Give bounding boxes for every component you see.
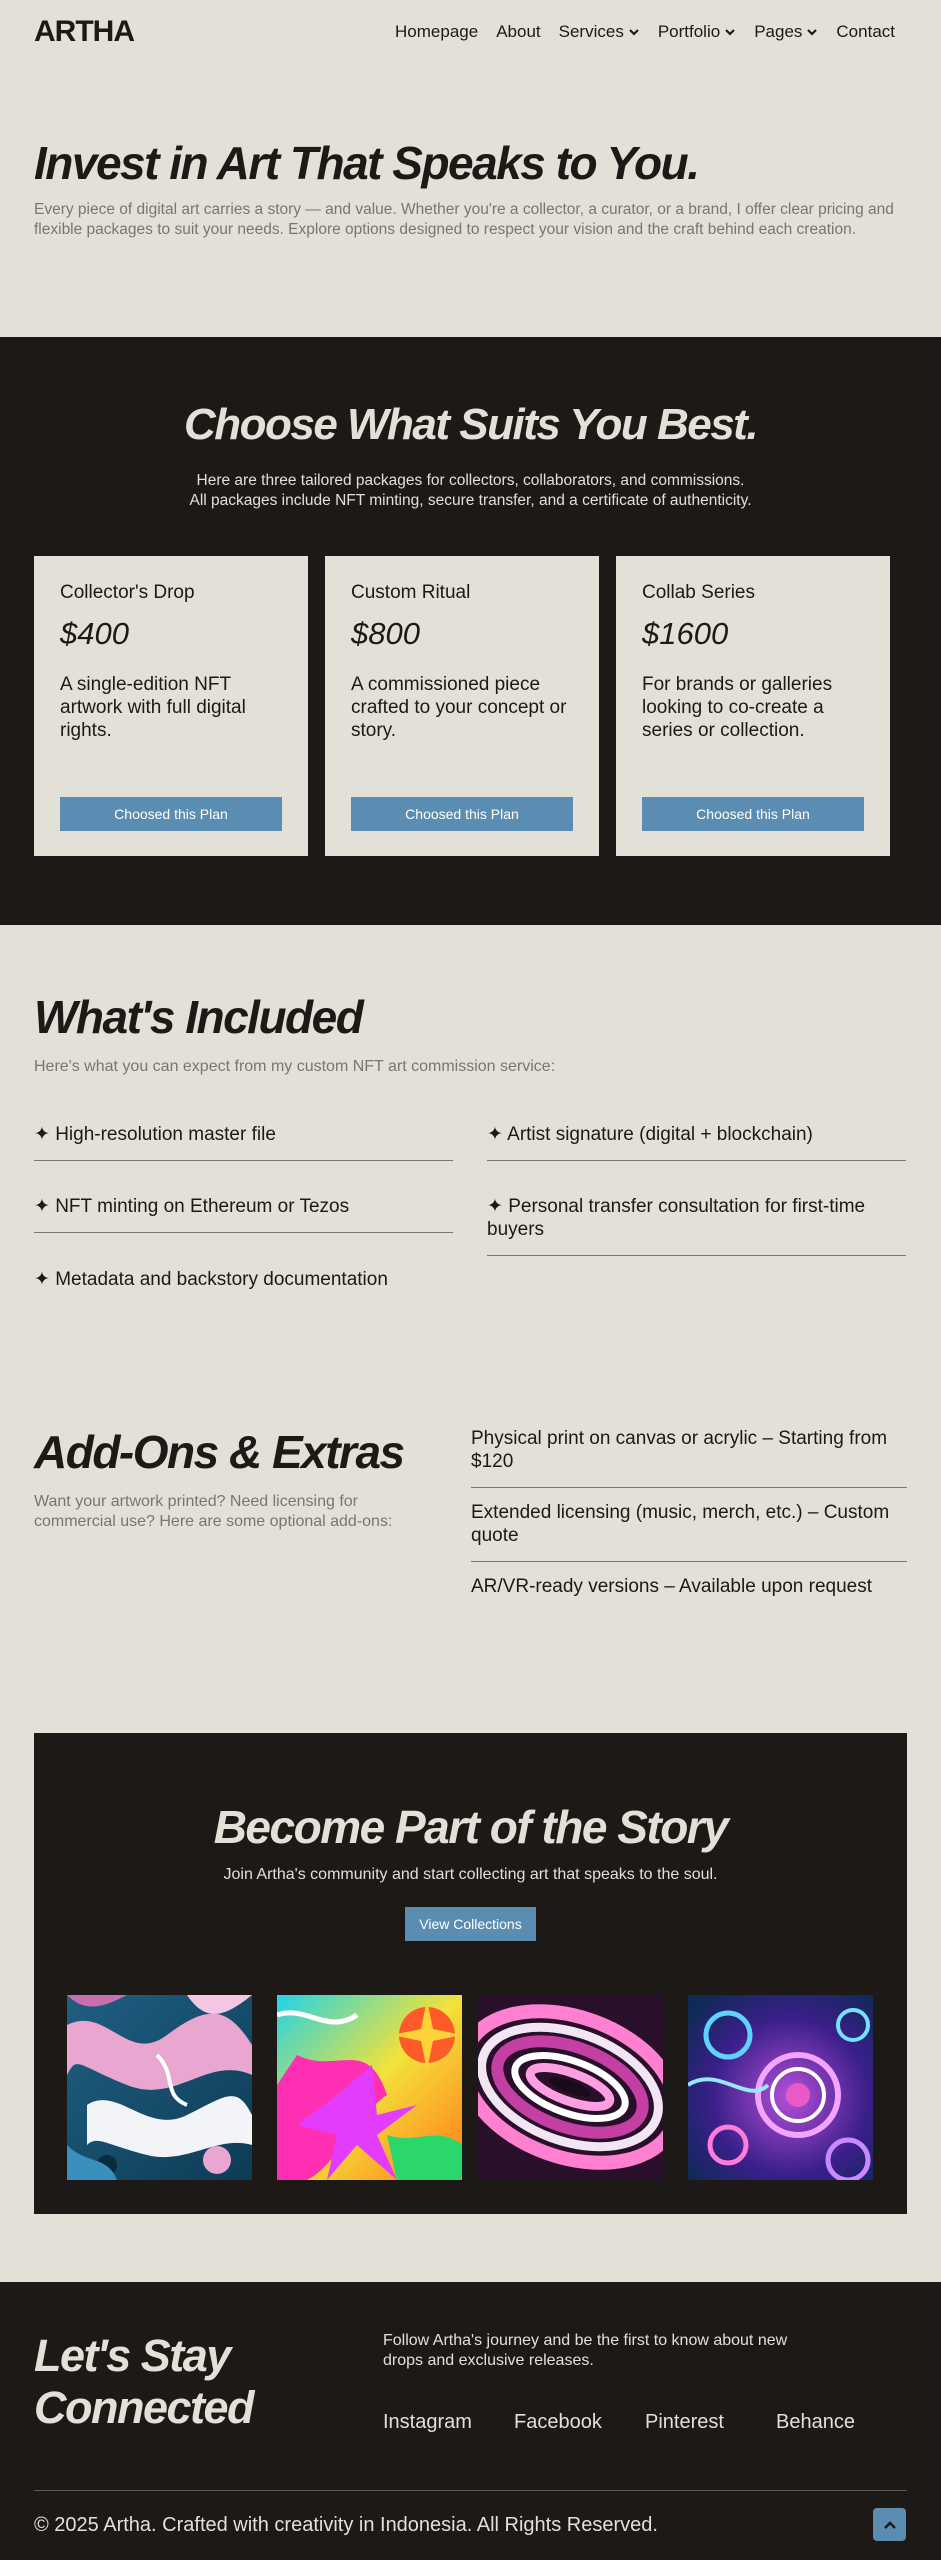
list-item: ✦ Personal transfer consultation for first-time buyers [487, 1195, 906, 1256]
logo[interactable]: ARTHA [34, 15, 134, 48]
artwork-fractal-graphic [688, 1995, 873, 2180]
plan-price: $800 [351, 616, 420, 651]
list-item: ✦ NFT minting on Ethereum or Tezos [34, 1195, 453, 1233]
nav-item-homepage[interactable] [395, 22, 478, 42]
pricing-subtitle-line: Here are three tailored packages for collectors, collaborators, and commissions. [196, 472, 745, 489]
social-link-pinterest[interactable]: Pinterest [645, 2411, 724, 2433]
social-link-instagram[interactable]: Instagram [383, 2411, 472, 2433]
plan-card-collab-series [616, 556, 890, 856]
addons-title: Add-Ons & Extras [34, 1426, 404, 1478]
plan-name: Custom Ritual [351, 582, 471, 603]
main-nav [395, 22, 895, 42]
chevron-up-icon [883, 2519, 897, 2531]
plan-price: $1600 [642, 616, 729, 651]
nav-item-contact[interactable] [836, 22, 895, 42]
list-item: ✦ Artist signature (digital + blockchain) [487, 1123, 906, 1161]
pricing-subtitle [0, 471, 941, 511]
plan-card-custom-ritual [325, 556, 599, 856]
hero-title: Invest in Art That Speaks to You. [34, 137, 699, 189]
addons-description: Want your artwork printed? Need licensing for commercial use? Here are some optional add-ons: [34, 1493, 393, 1530]
artwork-neon-burst-graphic [277, 1995, 462, 2180]
pricing-title: Choose What Suits You Best. [183, 400, 758, 449]
artwork-image-pink-rings[interactable] [478, 1995, 663, 2180]
footer-title-line: Let's Stay [34, 2330, 230, 2381]
chevron-down-icon [628, 27, 640, 37]
nav-item-label: Contact [836, 22, 895, 41]
community-subtitle: Join Artha's community and start collecting art that speaks to the soul. [223, 1866, 718, 1883]
pricing-subtitle-line: All packages include NFT minting, secure transfer, and a certificate of authenticity. [189, 492, 752, 509]
footer-description: Follow Artha's journey and be the first to know about new drops and exclusive releases. [383, 2332, 788, 2369]
artwork-pink-rings-graphic [478, 1995, 663, 2180]
community-title: Become Part of the Story [213, 1801, 728, 1853]
plan-card-collectors-drop [34, 556, 308, 856]
choose-plan-button[interactable]: Choosed this Plan [60, 797, 282, 831]
plan-description: For brands or galleries looking to co-create a series or collection. [642, 674, 833, 741]
footer-title [34, 2330, 253, 2434]
social-link-facebook[interactable]: Facebook [514, 2411, 602, 2433]
nav-item-portfolio[interactable] [658, 22, 736, 42]
copyright-text: © 2025 Artha. Crafted with creativity in Indonesia. All Rights Reserved. [34, 2514, 658, 2536]
choose-plan-button[interactable]: Choosed this Plan [351, 797, 573, 831]
list-item: Extended licensing (music, merch, etc.) – Custom quote [471, 1501, 907, 1562]
included-title: What's Included [34, 991, 363, 1043]
footer-title-line: Connected [34, 2382, 254, 2433]
nav-item-pages[interactable] [754, 22, 818, 42]
artwork-image-fractal[interactable] [688, 1995, 873, 2180]
nav-item-about[interactable] [496, 22, 540, 42]
plan-description: A single-edition NFT artwork with full digital rights. [60, 674, 246, 741]
list-item: ✦ High-resolution master file [34, 1123, 453, 1161]
nav-item-label: Pages [754, 22, 803, 41]
list-item: AR/VR-ready versions – Available upon request [471, 1576, 872, 1597]
chevron-down-icon [724, 27, 736, 37]
list-item: ✦ Metadata and backstory documentation [34, 1269, 388, 1290]
artwork-fluid-blue-graphic [67, 1995, 252, 2180]
view-collections-button[interactable]: View Collections [405, 1907, 536, 1941]
artwork-image-fluid-blue[interactable] [67, 1995, 252, 2180]
chevron-down-icon [806, 27, 818, 37]
back-to-top-button[interactable] [873, 2508, 906, 2541]
plan-name: Collab Series [642, 582, 755, 603]
social-link-behance[interactable]: Behance [776, 2411, 855, 2433]
nav-item-label: Portfolio [657, 22, 721, 41]
plan-description: A commissioned piece crafted to your concept or story. [351, 674, 567, 741]
artwork-image-neon-burst[interactable] [277, 1995, 462, 2180]
footer-divider [34, 2490, 907, 2491]
nav-item-services[interactable] [559, 22, 640, 42]
list-item: Physical print on canvas or acrylic – Starting from $120 [471, 1427, 907, 1488]
choose-plan-button[interactable]: Choosed this Plan [642, 797, 864, 831]
nav-item-label: Services [558, 22, 624, 41]
nav-item-label: About [496, 22, 541, 41]
hero-description: Every piece of digital art carries a story — and value. Whether you're a collector, a curator, or a brand, I offer clear pricing and flexible packages to suit your needs. Explore options designed to respect your vision and the craft behind each creation. [34, 201, 894, 238]
nav-item-label: Homepage [395, 22, 479, 41]
plan-name: Collector's Drop [60, 582, 195, 603]
included-subtitle: Here's what you can expect from my custom NFT art commission service: [34, 1058, 556, 1075]
plan-price: $400 [60, 616, 129, 651]
